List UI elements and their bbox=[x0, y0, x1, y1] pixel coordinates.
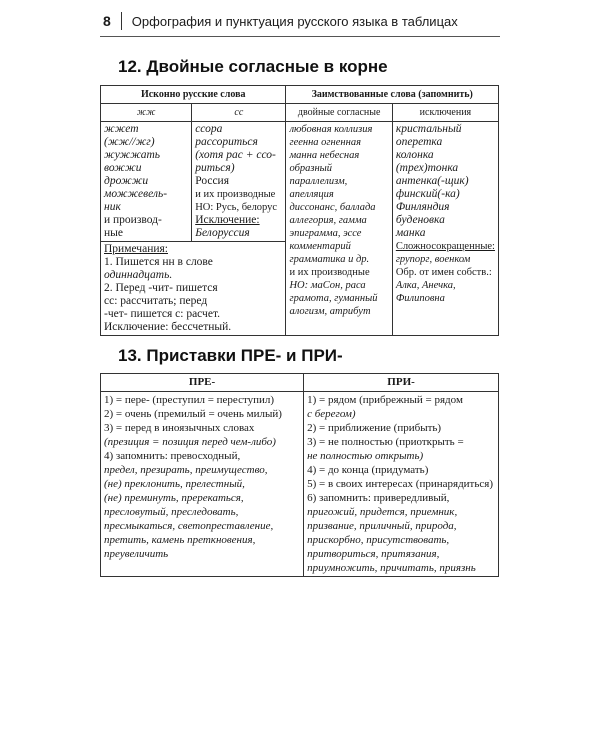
zhzh-cell bbox=[101, 122, 192, 242]
list-item: любовная коллизия bbox=[289, 124, 373, 135]
list-item: 6) запомнить: привередливый, bbox=[307, 492, 450, 504]
list-item: риться) bbox=[195, 162, 235, 174]
list-item: сс: рассчитать; перед bbox=[104, 295, 208, 307]
list-item: Алка, Анечка, bbox=[395, 280, 456, 291]
list-item: можжевель- bbox=[104, 188, 168, 200]
list-item: пресмыкаться, светопреставление, bbox=[104, 520, 274, 532]
list-item: буденовка bbox=[395, 214, 445, 226]
list-item: 2) = приближение (прибыть) bbox=[307, 422, 442, 434]
list-item: прискорбно, присутствовать, bbox=[307, 534, 450, 546]
sub-except-header: исключения bbox=[392, 104, 498, 122]
list-item: апелляция bbox=[289, 189, 334, 200]
list-item: Филиповна bbox=[395, 293, 445, 304]
section-12-title: 12. Двойные согласные в корне bbox=[118, 57, 388, 76]
list-item: (хотя рас + ссо- bbox=[195, 149, 276, 161]
col-pre-header: ПРЕ- bbox=[101, 374, 304, 392]
list-item: ные bbox=[104, 227, 123, 239]
list-item: 1) = пере- (преступил = переступил) bbox=[104, 394, 275, 406]
list-item: 2. Перед -чит- пишется bbox=[104, 282, 218, 294]
list-item: (презиция = позиция перед чем-либо) bbox=[104, 436, 276, 448]
list-item: групорг, военком bbox=[395, 254, 471, 265]
list-item: кристальный bbox=[395, 123, 462, 135]
list-item: НО: маСон, раса bbox=[289, 280, 366, 291]
list-item: претить, камень преткновения, bbox=[104, 534, 256, 546]
list-item: манна небесная bbox=[289, 150, 360, 161]
list-item: Обр. от имен собств.: bbox=[395, 267, 492, 278]
list-item: 4) = до конца (придумать) bbox=[307, 464, 429, 476]
pre-cell bbox=[101, 392, 304, 577]
list-item: с берегом) bbox=[307, 408, 356, 420]
page-header bbox=[103, 12, 458, 30]
list-item: -чет- пишется с: расчет. bbox=[104, 308, 220, 320]
list-item: комментарий bbox=[289, 241, 351, 252]
list-item: эпиграмма, эссе bbox=[289, 228, 362, 239]
double-consonants-table bbox=[100, 85, 499, 336]
list-item: предел, презирать, преимущество, bbox=[104, 464, 268, 476]
list-item: оперетка bbox=[395, 136, 443, 148]
notes-heading: Примечания: bbox=[104, 243, 168, 255]
double-consonants-cell bbox=[286, 122, 392, 336]
list-item: приумножить, причитать, приязнь bbox=[307, 562, 476, 574]
list-item: дрожжи bbox=[104, 175, 149, 187]
col-borrowed-header: Заимствованные слова (запомнить) bbox=[286, 86, 499, 104]
list-item: финский(-ка) bbox=[395, 188, 460, 200]
list-item: образный bbox=[289, 163, 333, 174]
list-item: и производ- bbox=[104, 214, 162, 226]
list-item: аллегория, гамма bbox=[289, 215, 367, 226]
list-item: пресловутый, преследовать, bbox=[104, 506, 239, 518]
list-item: и их производные bbox=[289, 267, 370, 278]
list-item: не полностью открыть) bbox=[307, 450, 424, 462]
list-item: Исключение: bbox=[195, 214, 260, 226]
list-item: 2) = очень (премилый = очень милый) bbox=[104, 408, 282, 420]
list-item: жужжать bbox=[104, 149, 161, 161]
list-item: колонка bbox=[395, 149, 434, 161]
list-item: Россия bbox=[195, 175, 230, 187]
list-item: алогизм, атрибут bbox=[289, 306, 371, 317]
list-item: притвориться, притязания, bbox=[307, 548, 440, 560]
notes-cell bbox=[101, 242, 286, 336]
col-pri-header: ПРИ- bbox=[304, 374, 499, 392]
section-13-title: 13. Приставки ПРЕ- и ПРИ- bbox=[118, 346, 343, 365]
list-item: Сложносокращенные: bbox=[395, 241, 495, 252]
list-item: Финляндия bbox=[395, 201, 450, 213]
running-title: Орфография и пунктуация русского языка в таблицах bbox=[131, 13, 458, 29]
list-item: рассориться bbox=[195, 136, 258, 148]
list-item: вожжи bbox=[104, 162, 142, 174]
list-item: Исключение: бессчетный. bbox=[104, 321, 232, 333]
ss-cell bbox=[192, 122, 286, 242]
sub-ss-header: сс bbox=[192, 104, 286, 122]
list-item: диссонанс, баллада bbox=[289, 202, 376, 213]
sub-zhzh-header: жж bbox=[101, 104, 192, 122]
list-item: 4) запомнить: превосходный, bbox=[104, 450, 241, 462]
pri-cell bbox=[304, 392, 499, 577]
list-item: грамматика и др. bbox=[289, 254, 370, 265]
list-item: 3) = перед в иноязычных словах bbox=[104, 422, 255, 434]
header-rule bbox=[100, 36, 500, 37]
list-item: грамота, гуманный bbox=[289, 293, 378, 304]
list-item: 1) = рядом (прибрежный = рядом bbox=[307, 394, 463, 406]
list-item: 1. Пишется нн в слове bbox=[104, 256, 213, 268]
list-item: и их производные bbox=[195, 189, 276, 200]
list-item: 5) = в своих интересах (принарядиться) bbox=[307, 478, 493, 490]
list-item: ссора bbox=[195, 123, 223, 135]
sub-double-header: двойные согласные bbox=[286, 104, 392, 122]
list-item: жжет bbox=[104, 123, 139, 135]
list-item: призвание, приличный, природа, bbox=[307, 520, 457, 532]
list-item: (трех)тонка bbox=[395, 162, 459, 174]
prefixes-table bbox=[100, 373, 499, 577]
exceptions-cell bbox=[392, 122, 498, 336]
list-item: ник bbox=[104, 201, 121, 213]
list-item: одиннадцать. bbox=[104, 269, 173, 281]
list-item: антенка(-щик) bbox=[395, 175, 469, 187]
col-native-header: Исконно русские слова bbox=[101, 86, 286, 104]
list-item: манка bbox=[395, 227, 426, 239]
list-item: пригожий, придется, приемник, bbox=[307, 506, 458, 518]
list-item: параллелизм, bbox=[289, 176, 348, 187]
list-item: преувеличить bbox=[104, 548, 169, 560]
list-item: (жж//жг) bbox=[104, 136, 155, 148]
list-item: Белоруссия bbox=[195, 227, 250, 239]
list-item: (не) преминуть, пререкаться, bbox=[104, 492, 244, 504]
list-item: геенна огненная bbox=[289, 137, 361, 148]
page-number: 8 bbox=[103, 13, 111, 29]
list-item: 3) = не полностью (приоткрыть = bbox=[307, 436, 464, 448]
list-item: НО: Русь, белорус bbox=[195, 202, 278, 213]
list-item: (не) преклонить, прелестный, bbox=[104, 478, 245, 490]
header-separator bbox=[121, 12, 122, 30]
